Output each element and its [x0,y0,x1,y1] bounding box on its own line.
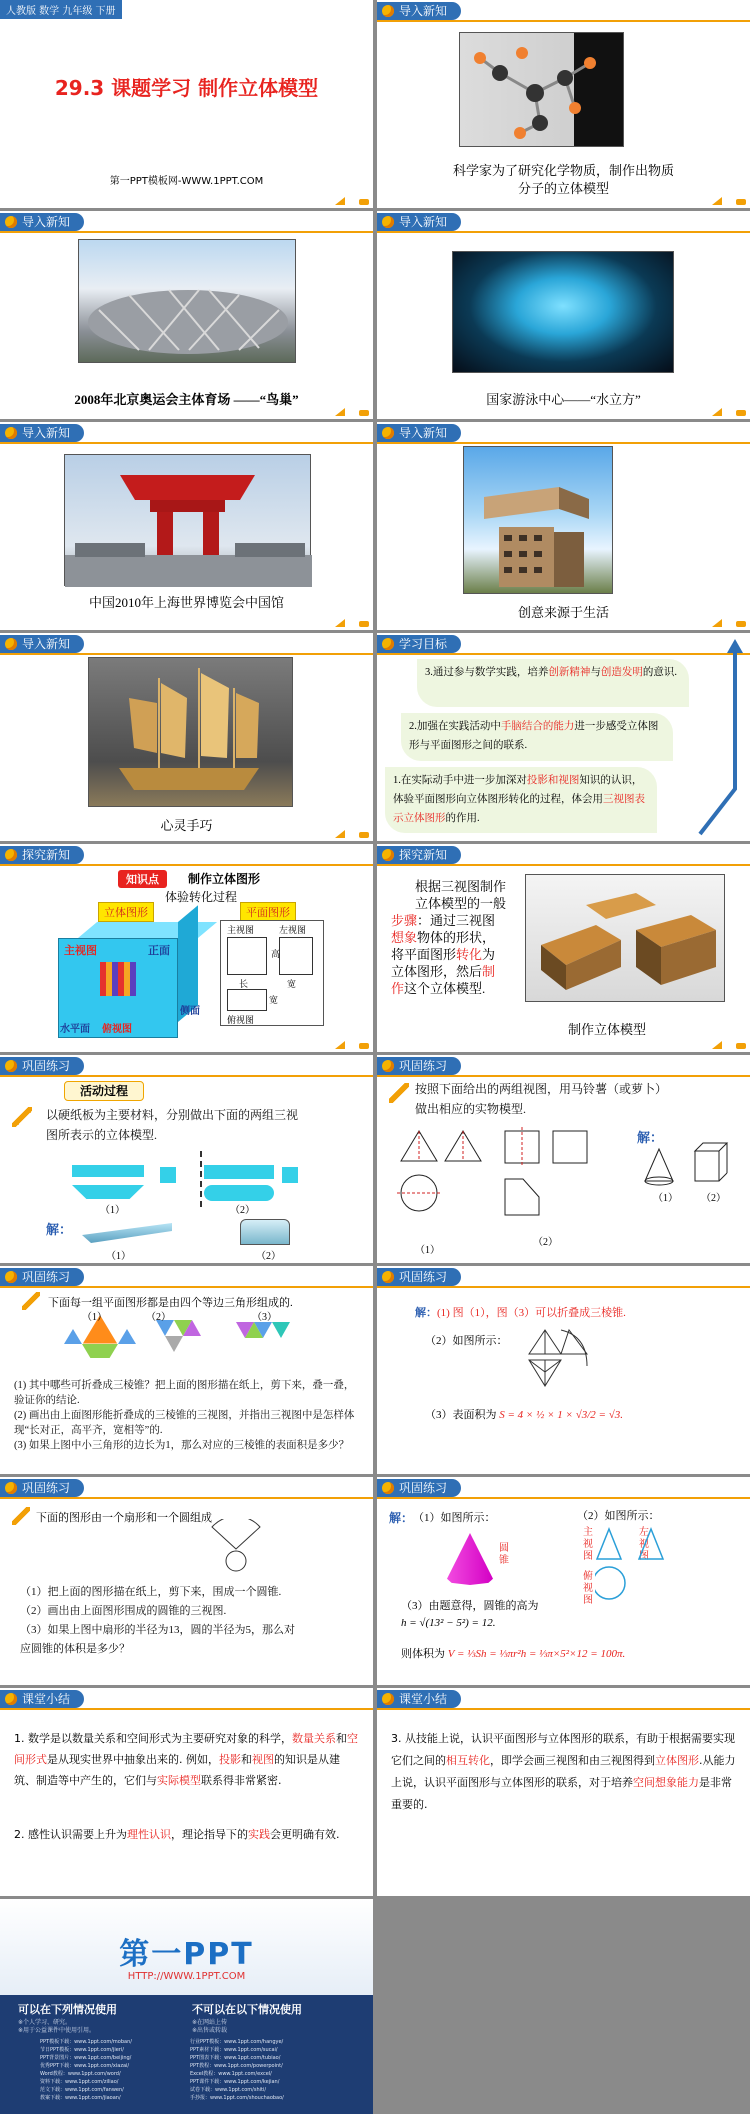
pencil-icon [12,1507,30,1525]
header-label: 探究新知 [0,846,84,864]
slide-header [0,422,373,444]
header-label: 巩固练习 [377,1268,461,1286]
building-icon [464,447,614,595]
solution-label: 解： [637,1130,664,1145]
intro-text: 下面每一组平面图形都是由四个等边三角形组成的. [48,1297,293,1309]
header-label: 课堂小结 [377,1690,461,1708]
slide-explore-1[interactable] [0,844,373,1052]
label-2: （2） [230,1205,255,1216]
stadium-icon [79,240,297,364]
summary-3: 3. 从技能上说，认识平面图形与立体图形的联系，有助于根据需要实现它们之间的相互转化，即学会画三视图和由三视图得到立体图形.从能力上说，认识平面图形与立体图形的联系，对于培养空间想象能力是非常重要的. [391,1732,736,1811]
creative-building-image [463,446,613,594]
questions: （1）把上面的图形描在纸上，剪下来，围成一个圆锥. （2）画出由上面图形围成的圆锥的三视图. （3）如果上图中扇形的半径为13，圆的半径为5，那么对 应圆锥的体积是多少？ [20,1586,295,1655]
label-3: （1） [106,1251,131,1262]
slide-practice-3[interactable] [0,1266,373,1474]
net-label-2: （2） [146,1312,171,1323]
view-main-label: 主视图 [583,1527,593,1562]
summary-2: 2. 感性认识需要上升为理性认识，理论指导下的实践会更明确有效. [14,1828,340,1841]
up-arrow-icon [695,639,745,839]
slide-practice-1[interactable] [0,1055,373,1263]
net-label-3: （3） [252,1312,277,1323]
ad-link[interactable]: 教案下载：www.1ppt.com/jiaoan/ [40,2095,121,2101]
answer-1: （1）如图所示： [413,1512,496,1524]
face-bottom: 水平面 [60,1024,90,1035]
slide-birds-nest[interactable] [0,211,373,419]
three-view-sketch [525,1326,591,1390]
slide-header [0,211,373,233]
slide-header [0,1688,373,1710]
view-top-label: 俯视图 [583,1571,593,1606]
footer-ornament [712,195,746,205]
footer-ornament [335,406,369,416]
model-photo [525,874,725,1002]
header-label: 巩固练习 [0,1479,84,1497]
footer-ornament [335,617,369,627]
logo: 第一PPT [119,1937,254,1972]
slide-creative[interactable] [377,422,750,630]
caption: 2008年北京奥运会主体育场 ——“鸟巢” [74,392,299,407]
can-use-2: ※用于公益课件中使用引用。 [18,2027,96,2034]
header-label: 导入新知 [0,635,84,653]
slide-water-cube[interactable] [377,211,750,419]
footer-ornament [335,1039,369,1049]
view-sq-1 [160,1167,176,1183]
view-trap-1 [72,1185,144,1199]
footer-ornament [712,406,746,416]
slide-answer-3[interactable] [377,1266,750,1474]
header-label: 巩固练习 [377,1057,461,1075]
header-label: 导入新知 [0,213,84,231]
cone-views-figure [595,1525,665,1605]
answer-3: （3）由题意得，圆锥的高为 [401,1600,539,1612]
slide-header [377,211,750,233]
slide-header [377,1266,750,1288]
ad-link[interactable]: 试卷下载：www.1ppt.com/shiti/ [190,2087,267,2093]
header-label: 导入新知 [0,424,84,442]
edition-badge: 人教版 数学 九年级 下册 [0,0,122,19]
solid-label: 立体图形 [98,902,154,922]
slide-goals[interactable] [377,633,750,841]
ad-link[interactable]: 手抄报：www.1ppt.com/shouchaobao/ [190,2095,284,2101]
exercise-text: 按照下面给出的两组视图，用马铃薯（或萝卜） 做出相应的实物模型. [415,1082,668,1116]
label-4: （2） [256,1251,281,1262]
slide-ad[interactable] [0,1899,373,2114]
answer-3: （3）表面积为 S = 4 × ½ × 1 × √3/2 = √3. [425,1409,623,1421]
inner-cube [100,962,136,996]
height-formula: h = √(13² − 5²) = 12. [401,1617,496,1629]
water-cube-image [452,251,674,373]
cannot-use-2: ※出售或转载 [192,2027,228,2034]
activity-text: 以硬纸板为主要材料，分别做出下面的两组三视 图所表示的立体模型. [46,1108,299,1142]
header-label: 巩固练习 [0,1057,84,1075]
views-panel: 主视图 左视图 高 宽 长 宽 俯视图 [220,920,324,1026]
process-label: 体验转化过程 [165,890,238,904]
plane-label: 平面图形 [240,902,296,922]
volume: 则体积为 V = ⅓Sh = ⅓πr²h = ⅓π×5²×12 = 100π. [401,1648,626,1660]
view-pill-2 [204,1185,274,1201]
questions: (1) 其中哪些可折叠成三棱锥？把上面的图形描在纸上，剪下来，叠一叠，验证你的结论. (2) 画出由上面图形能折叠成的三棱锥的三视图，并指出三视图中是怎样体现“长对正，高平齐，宽相等”的. (3) 如果上图中小三角形的边长为1，那么对应的三棱锥的表面积是多少？ [14,1380,355,1451]
dashed-divider [200,1151,202,1207]
caption: 制作立体模型 [567,1022,646,1037]
solution-label: 解： [389,1511,414,1525]
face-side: 侧面 [180,1006,200,1017]
china-pavilion-image [64,454,311,586]
slide-header [377,0,750,22]
ad-top [0,1899,373,1995]
slide-header [377,844,750,866]
ad-link[interactable]: PPT背景图片：www.1ppt.com/beijing/ [40,2055,132,2061]
molecule-image [459,32,624,147]
ship-icon [89,658,294,808]
slide-molecule[interactable] [377,0,750,208]
slide-china-pavilion[interactable] [0,422,373,630]
header-label: 导入新知 [377,2,461,20]
answer-2: （2）如图所示： [425,1335,508,1347]
svg-text:（1）: （1） [415,1245,440,1256]
footer-ornament [712,617,746,627]
pencil-icon [12,1107,32,1127]
header-label: 导入新知 [377,213,461,231]
header-label: 学习目标 [377,635,461,653]
slide-answer-4[interactable] [377,1477,750,1685]
steps-text: 根据三视图制作立体模型的一般 步骤：通过三视图 想象物体的形状， 将平面图形转化为 立体图形，然后制 作这个立体模型. [391,879,507,996]
header-label: 巩固练习 [0,1268,84,1286]
cannot-use-1: ※在网站上传 [192,2019,228,2026]
slide-summary-2[interactable] [377,1688,750,1896]
slide-header [0,1055,373,1077]
slide-ship[interactable] [0,633,373,841]
cone-label: 圆锥 [499,1543,509,1566]
summary-1: 1. 数学是以数量关系和空间形式为主要研究对象的科学，数量关系和空间形式是从现实世界中抽象出来的. 例如，投影和视图的知识是从建筑、制造等中产生的，它们与实际模型联系得非常紧密. [14,1732,358,1787]
model-robot-icon [526,875,726,1003]
goal-3: 3.通过参与数学实践，培养创新精神与创造发明的意识. [417,659,689,707]
svg-text:（2）: （2） [701,1193,726,1204]
svg-text:（2）: （2） [533,1237,558,1248]
three-views-figure [377,1121,750,1261]
caption: 创意来源于生活 [517,605,609,620]
can-use-1: ※个人学习、研究。 [18,2019,72,2026]
slide-header [0,844,373,866]
answer-1: 解：(1) 图（1），图（3）可以折叠成三棱锥. [415,1307,626,1319]
molecule-model-icon [460,33,625,148]
model-2 [240,1219,290,1245]
view-rect-2 [204,1165,274,1179]
cone-figure [447,1533,493,1585]
ad-link[interactable]: 范文下载：www.1ppt.com/fanwen/ [40,2087,124,2093]
sector-circle-figure [206,1519,266,1575]
cannot-use-title: 不可以在以下情况使用 [192,2003,302,2016]
site-text: 第一PPT模板网-WWW.1PPT.COM [109,176,264,187]
slide-header [0,633,373,655]
model-1 [82,1223,172,1243]
slide-header [0,1477,373,1499]
caption: 国家游泳中心——“水立方” [486,392,641,407]
activity-box: 活动过程 [64,1081,144,1101]
footer-ornament [335,828,369,838]
intro-text: 下面的图形由一个扇形和一个圆组成 [36,1512,212,1524]
footer-ornament [335,195,369,205]
goal-2: 2.加强在实践活动中手脑结合的能力进一步感受立体图形与平面图形之间的联系. [401,713,673,761]
caption: 心灵手巧 [160,818,213,833]
slide-title[interactable] [0,0,373,208]
goal-1: 1.在实际动手中进一步加深对投影和视图知识的认识，体验平面图形向立体图形转化的过程，体会用三视图表示立体图形的作用. [385,767,657,833]
slide-header [377,1688,750,1710]
ad-link[interactable]: PPT模板下载：www.1ppt.com/moban/ [40,2039,132,2045]
footer-ornament [712,1039,746,1049]
ad-link[interactable]: 行业PPT模板：www.1ppt.com/hangye/ [190,2039,284,2045]
header-label: 课堂小结 [0,1690,84,1708]
ad-link[interactable]: 资料下载：www.1ppt.com/ziliao/ [40,2079,119,2085]
header-label: 巩固练习 [377,1479,461,1497]
birds-nest-image [78,239,296,363]
slide-header [377,1055,750,1077]
slide-explore-2[interactable] [377,844,750,1052]
header-label: 探究新知 [377,846,461,864]
face-top: 俯视图 [102,1024,132,1035]
knowledge-title: 制作立体图形 [188,872,261,886]
ship-model-image [88,657,293,807]
can-use-title: 可以在下列情况使用 [18,2003,117,2016]
page-title: 29.3 课题学习 制作立体模型 [54,76,319,100]
ad-link[interactable]: PPT课件下载：www.1ppt.com/kejian/ [190,2079,280,2085]
slide-header [377,422,750,444]
header-label: 导入新知 [377,424,461,442]
caption-line2: 分子的立体模型 [517,181,609,196]
pavilion-icon [65,455,312,587]
view-rect-1 [72,1165,144,1177]
slide-practice-4[interactable] [0,1477,373,1685]
ad-link[interactable]: Excel教程：www.1ppt.com/excel/ [190,2071,272,2077]
pencil-icon [22,1292,40,1310]
slide-summary-1[interactable] [0,1688,373,1896]
ad-link[interactable]: PPT教程：www.1ppt.com/powerpoint/ [190,2063,283,2069]
face-front: 正面 [148,945,170,957]
label-1: （1） [100,1205,125,1216]
ad-link[interactable]: Word教程：www.1ppt.com/word/ [40,2071,121,2077]
solution-label: 解： [46,1222,73,1237]
logo-url[interactable]: HTTP://WWW.1PPT.COM [127,1971,246,1982]
answer-2: （2）如图所示： [577,1510,660,1522]
net-label-1: （1） [82,1312,107,1323]
ad-link[interactable]: PPT素材下载：www.1ppt.com/sucai/ [190,2047,278,2053]
pencil-icon [389,1083,409,1103]
face-main: 主视图 [64,945,97,957]
view-left-label: 左视图 [639,1527,649,1562]
slide-header [0,1266,373,1288]
knowledge-badge: 知识点 [118,870,167,888]
ad-link[interactable]: 优秀PPT下载：www.1ppt.com/xiazai/ [40,2063,130,2069]
view-sq-2 [282,1167,298,1183]
ad-link[interactable]: PPT图表下载：www.1ppt.com/tubiao/ [190,2055,281,2061]
ad-bottom [0,1995,373,2114]
box-3d [58,922,208,1038]
caption: 中国2010年上海世界博览会中国馆 [88,595,284,610]
slide-header [377,1477,750,1499]
svg-text:（1）: （1） [653,1193,678,1204]
ad-link[interactable]: 节日PPT模板：www.1ppt.com/jieri/ [40,2047,124,2053]
slide-practice-2[interactable] [377,1055,750,1263]
caption-line1: 科学家为了研究化学物质，制作出物质 [452,163,674,178]
